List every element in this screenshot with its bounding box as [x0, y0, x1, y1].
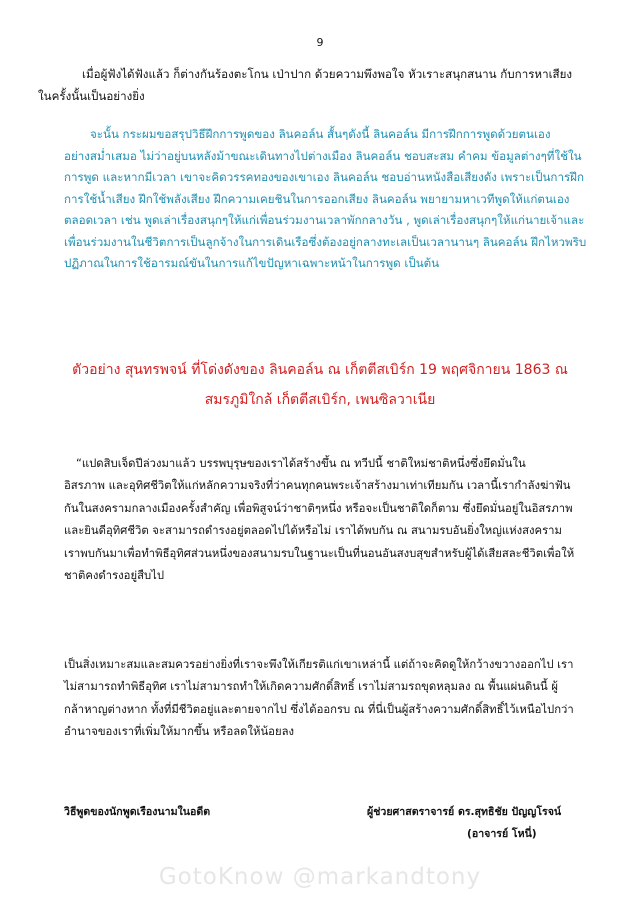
text-line: กันในสงครามกลางเมืองครั้งสำคัญ เพื่อพิสูจน์ว่าชาติๆหนึ่ง หรือจะเป็นชาติใดก็ตาม ซึ่งยึดมั่นอยู่ในอิสรภาพ	[64, 501, 573, 515]
speech-paragraph-1	[64, 453, 584, 587]
text-line: อำนาจของเราที่เพิ่มให้มากขึ้น หรือลดให้น้อยลง	[64, 725, 295, 739]
speech-heading	[0, 355, 640, 415]
footer-title: วิธีพูดของนักพูดเรืองนามในอดีต	[64, 806, 211, 818]
summary-paragraph	[64, 124, 587, 275]
text-line: เพื่อนร่วมงานในชีวิตการเป็นลูกจ้างในการเดินเรือซึ่งต้องอยู่กลางทะเลเป็นเวลานานๆ ลินคอล์น ฝึกไหวพริบ	[64, 234, 587, 249]
text-line: “แปดสิบเจ็ดปีล่วงมาแล้ว บรรพบุรุษของเราได้สร้างขึ้น ณ ทวีปนี้ ชาติใหม่ชาติหนึ่งซึ่งยึดมั่นใน	[76, 457, 526, 470]
heading-line: ตัวอย่าง สุนทรพจน์ ที่โด่งดังของ ลินคอล์น ณ เก็ตตีสเบิร์ก 19 พฤศจิกายน 1863 ณ	[72, 362, 568, 378]
heading-line: สมรภูมิใกล้ เก็ตตีสเบิร์ก, เพนซิลวาเนีย	[204, 392, 436, 408]
intro-paragraph	[38, 64, 584, 107]
text-line: เมื่อผู้ฟังได้ฟังแล้ว ก็ต่างกันร้องตะโกน เป่าปาก ด้วยความพึงพอใจ หัวเราะสนุกสนาน กับการหาเสียง	[82, 67, 573, 81]
author-nickname: (อาจารย์ โหนี่)	[467, 828, 537, 840]
text-line: ในครั้งนั้นเป็นอย่างยิ่ง	[38, 88, 145, 103]
text-line: การพูด และหากมีเวลา เขาจะคิดวรรคทองของเขาเอง ลินคอล์น ชอบอ่านหนังสือเสียงดัง เพราะเป็นการฝึก	[64, 170, 584, 184]
watermark: GotoKnow @markandtony	[158, 864, 482, 890]
text-line: และยินดีอุทิศชีวิต จะสามารถดำรงอยู่ตลอดไปได้หรือไม่ เราได้พบกัน ณ สนามรบอันยิ่งใหญ่แห่งสงคราม	[64, 524, 562, 538]
author-name: ผู้ช่วยศาสตราจารย์ ดร.สุทธิชัย ปัญญโรจน์	[367, 806, 562, 818]
text-line: เราพบกันมาเพื่อทำพิธีอุทิศส่วนหนึ่งของสนามรบในฐานะเป็นที่นอนอันสงบสุขสำหรับผู้ได้เสียสละชีวิตเพื่อให้	[64, 546, 575, 560]
footer-author	[367, 801, 561, 845]
text-line: กล้าหาญต่างหาก ทั้งที่มีชีวิตอยู่และตายจากไป ซึ่งได้ออกรบ ณ ที่นี่เป็นผู้สร้างความศักดิ์สิทธิ์ไว้เหนือไปกว่า	[64, 702, 574, 716]
text-line: อิสรภาพ และอุทิศชีวิตให้แก่หลักความจริงที่ว่าคนทุกคนพระเจ้าสร้างมาเท่าเทียมกัน เวลานี้เรากำลังฆ่าฟัน	[64, 479, 571, 493]
page-number: 9	[316, 36, 324, 49]
text-line: การใช้น้ำเสียง ฝึกใช้พลังเสียง ฝึกความเคยชินในการออกเสียง ลินคอล์น พยายามหาเวทีพูดให้แก่ตนเอง	[64, 191, 570, 206]
text-line: อย่างสม่ำเสมอ ไม่ว่าอยู่บนหลังม้าขณะเดินทางไปต่างเมือง ลินคอล์น ชอบสะสม คำคม ข้อมูลต่างๆที่ใช้ใน	[64, 148, 582, 163]
text-line: ชาติคงดำรงอยู่สืบไป	[64, 569, 165, 583]
text-line: เป็นสิ่งเหมาะสมและสมควรอย่างยิ่งที่เราจะพึงให้เกียรติแก่เขาเหล่านี้ แต่ถ้าจะคิดดูให้กว้างขวางออกไป เรา	[64, 658, 574, 671]
text-line: ปฏิภาณในการใช้อารมณ์ขันในการแก้ไขปัญหาเฉพาะหน้าในการพูด เป็นต้น	[64, 256, 440, 270]
text-line: จะนั้น กระผมขอสรุปวิธีฝึกการพูดของ ลินคอล์น สั้นๆดังนี้ ลินคอล์น มีการฝึกการพูดด้วยตนเอง	[90, 127, 551, 141]
speech-paragraph-2	[64, 654, 584, 744]
text-line: ไม่สามารถทำพิธีอุทิศ เราไม่สามารถทำให้เกิดความศักดิ์สิทธิ์ เราไม่สามรถขุดหลุมลง ณ พื้นแผ่นดินนี้ ผู้	[64, 680, 558, 694]
text-line: ตลอดเวลา เช่น พูดเล่าเรื่องสนุกๆให้แก่เพื่อนร่วมงานเวลาพักกลางวัน , พูดเล่าเรื่องสนุกๆให้แก่นายเจ้าและ	[64, 213, 585, 227]
